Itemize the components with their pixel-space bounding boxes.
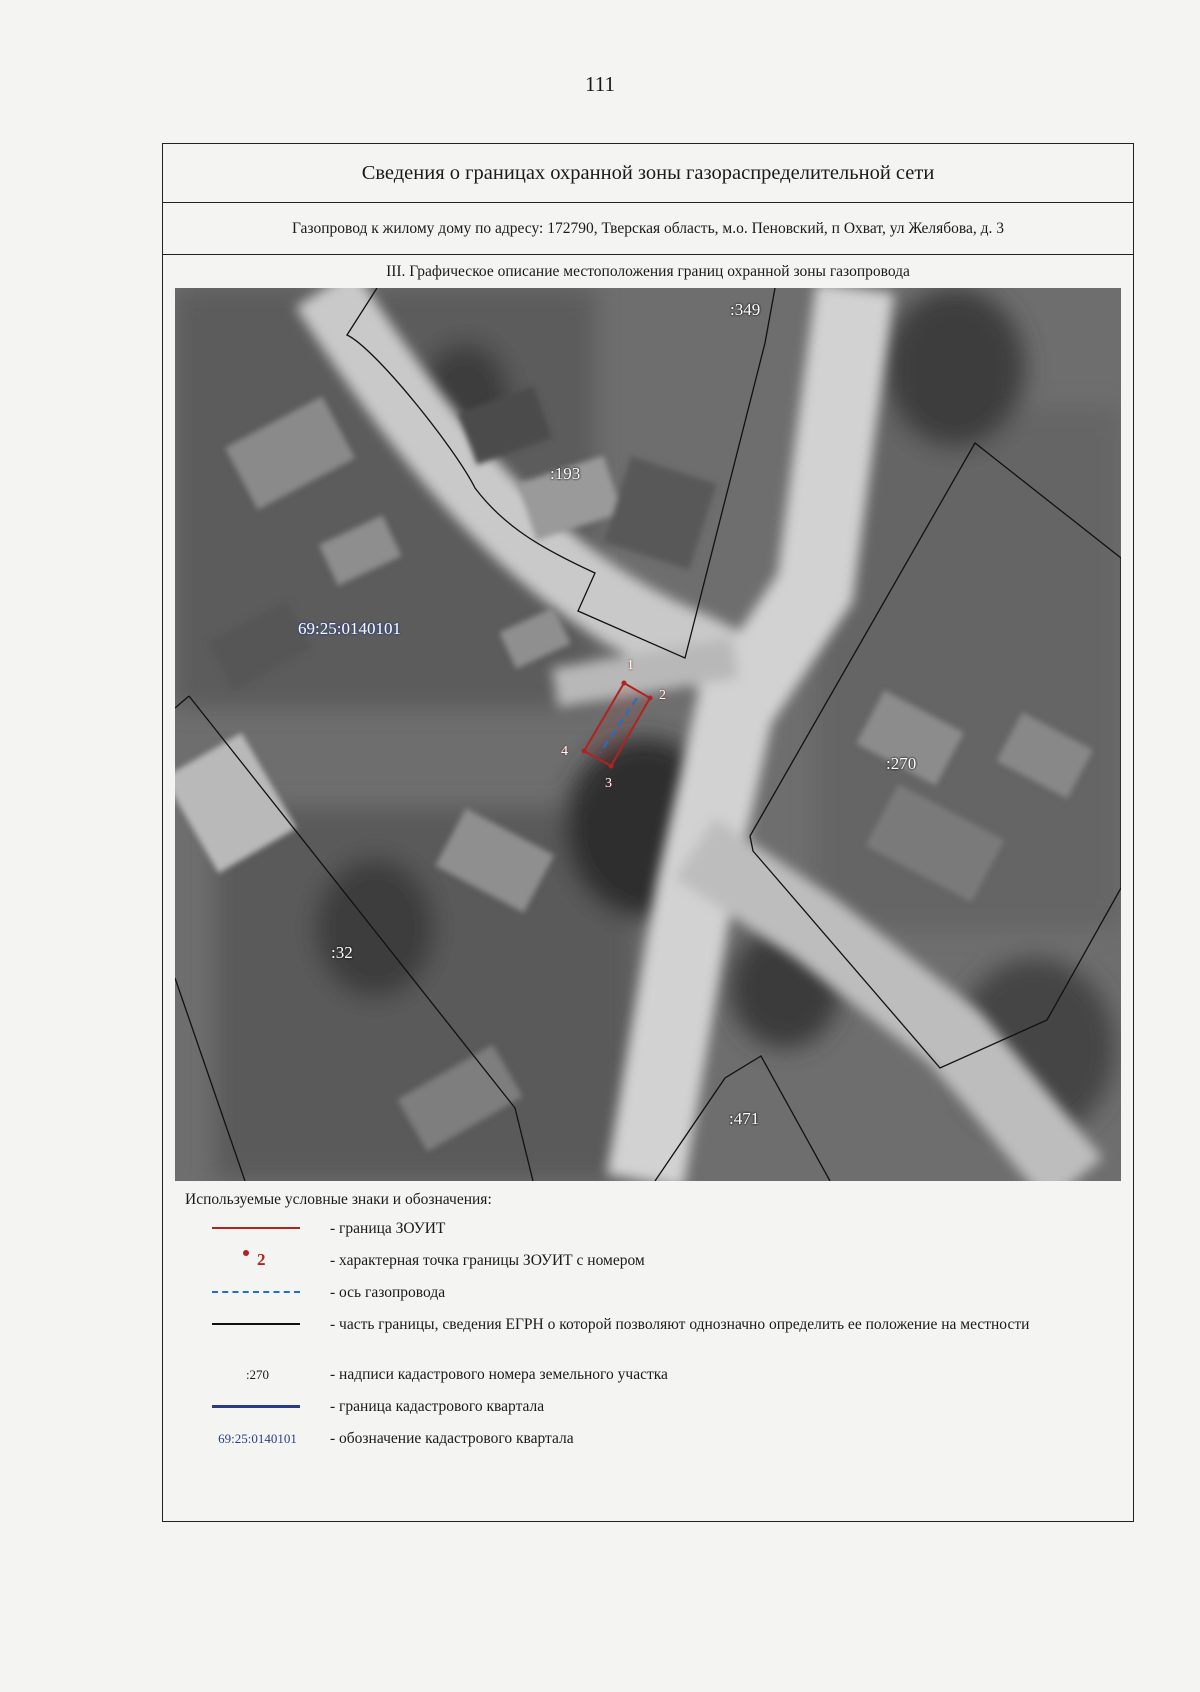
- page-number: 111: [585, 72, 615, 96]
- point-label-3: 3: [605, 776, 612, 791]
- red-line-symbol: [212, 1227, 300, 1229]
- parcel-label-471: :471: [729, 1109, 760, 1128]
- document-title: Сведения о границах охранной зоны газораспределительной сети: [163, 144, 1133, 203]
- parcel-label-270: :270: [886, 754, 917, 773]
- legend-desc: - ось газопровода: [330, 1284, 446, 1301]
- legend-item-parcel-label: [185, 1361, 1111, 1393]
- document-frame: [162, 143, 1134, 1522]
- map-svg: [175, 288, 1121, 1181]
- legend: [163, 1181, 1133, 1457]
- parcel-label-349: :349: [730, 300, 761, 319]
- legend-desc: - надписи кадастрового номера земельного участка: [330, 1366, 668, 1383]
- blue-dashed-line-symbol: [212, 1291, 300, 1293]
- parcel-label-symbol: :270: [245, 1367, 270, 1382]
- address-line: Газопровод к жилому дому по адресу: 172790, Тверская область, м.о. Пеновский, п Охват, ул Желябова, д. 3: [163, 203, 1133, 255]
- legend-item-quarter-label: [185, 1425, 1111, 1457]
- legend-desc: - часть границы, сведения ЕГРН о которой позволяют однозначно определить ее положение на местности: [330, 1316, 1030, 1333]
- quarter-label-symbol: 69:25:0140101: [218, 1431, 297, 1446]
- black-line-symbol: [212, 1323, 300, 1325]
- parcel-label-193: :193: [550, 464, 581, 483]
- legend-desc: - граница кадастрового квартала: [330, 1398, 545, 1415]
- quarter-label: 69:25:0140101: [298, 619, 401, 638]
- point-label-2: 2: [659, 688, 666, 703]
- legend-item-egrn-boundary: [185, 1311, 1111, 1361]
- legend-heading: Используемые условные знаки и обозначения:: [185, 1191, 492, 1208]
- legend-desc: - обозначение кадастрового квартала: [330, 1430, 574, 1447]
- navy-line-symbol: [212, 1405, 300, 1408]
- legend-item-point: [185, 1247, 1111, 1279]
- aerial-map: [175, 288, 1121, 1181]
- point-label-1: 1: [627, 658, 634, 673]
- parcel-label-32: :32: [331, 943, 353, 962]
- legend-desc: - характерная точка границы ЗОУИТ с номером: [330, 1252, 645, 1269]
- legend-desc: - граница ЗОУИТ: [330, 1220, 446, 1237]
- section-heading: III. Графическое описание местоположения границ охранной зоны газопровода: [386, 262, 910, 280]
- legend-item-quarter-boundary: [185, 1393, 1111, 1425]
- point-symbol: 2: [243, 1250, 266, 1270]
- legend-item-zone-boundary: [185, 1215, 1111, 1247]
- point-label-4: 4: [561, 744, 568, 759]
- legend-item-gas-axis: [185, 1279, 1111, 1311]
